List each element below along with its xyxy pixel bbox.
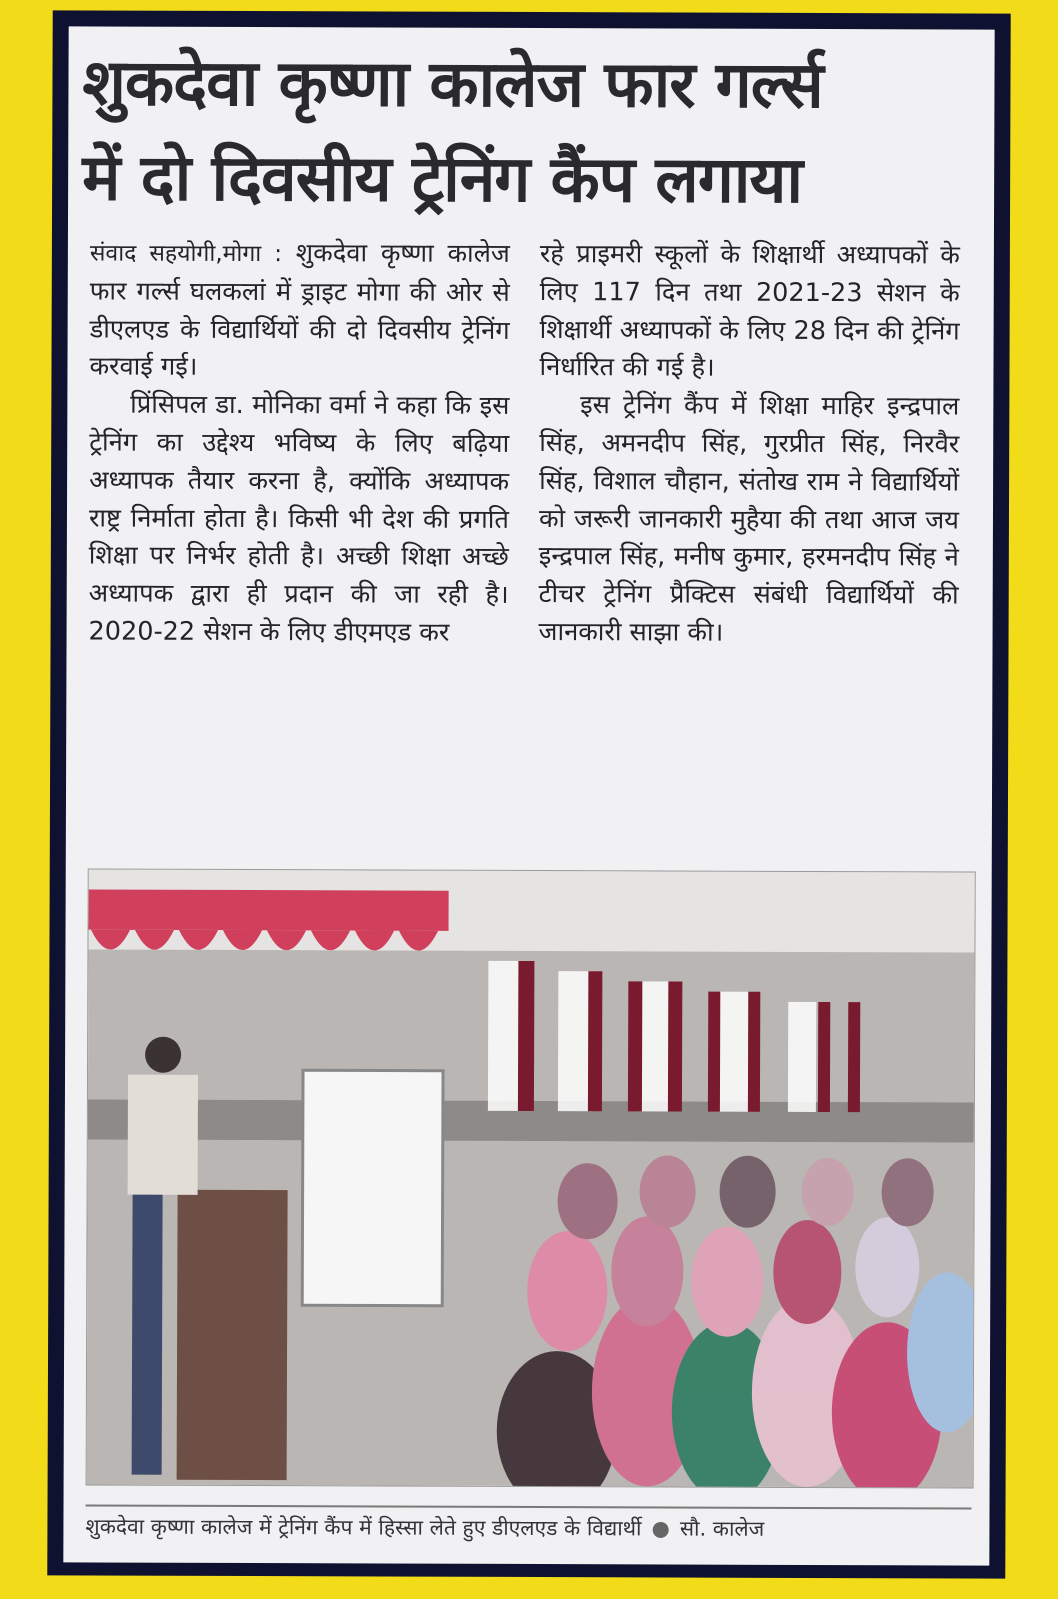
newspaper-clipping: [63, 26, 994, 1565]
photo-caption: [85, 1504, 971, 1555]
paragraph-2: प्रिंसिपल डा. मोनिका वर्मा ने कहा कि इस ट्रेनिंग का उद्देश्य भविष्य के लिए बढ़िया अध्यापक तैयार करना है, क्योंकि अध्यापक राष्ट्र निर्माता होता है। किसी भी देश की प्रगति शिक्षा पर निर्भर होती है। अच्छी शिक्षा अच्छे अध्यापक द्वारा ही प्रदान की जा रही है। 2020-22 सेशन के लिए डीएमएड कर: [88, 389, 510, 648]
podium: [177, 1190, 288, 1480]
article-column-right: [539, 236, 960, 653]
article-column-left: [89, 234, 510, 652]
news-photo: [86, 868, 976, 1488]
projector-screen: [302, 1070, 443, 1305]
headline-line-2: में दो दिवसीय ट्रेनिंग कैंप लगाया: [82, 141, 803, 218]
dateline: संवाद सहयोगी,मोगा :: [89, 240, 283, 268]
paragraph-4: इस ट्रेनिंग कैंप में शिक्षा माहिर इन्द्रपाल सिंह, अमनदीप सिंह, गुरप्रीत सिंह, निरवैर सिंह, विशाल चौहान, संतोख राम ने विद्यार्थियों को जरूरी जानकारी मुहैया की तथा आज जय इन्द्रपाल सिंह, मनीष कुमार, हरमनदीप सिंह ने टीचर ट्रेनिंग प्रैक्टिस संबंधी विद्यार्थियों की जानकारी साझा की।: [538, 390, 960, 648]
bullet-icon: ●: [651, 1516, 670, 1541]
headline-line-1: शुकदेवा कृष्णा कालेज फार गर्ल्स: [82, 46, 823, 124]
paragraph-1: [89, 234, 510, 388]
caption-text: शुकदेवा कृष्णा कालेज में ट्रेनिंग कैंप में हिस्सा लेते हुए डीएलएड के विद्यार्थी: [85, 1514, 642, 1541]
headline: [82, 36, 983, 229]
paragraph-3: रहे प्राइमरी स्कूलों के शिक्षार्थी अध्यापकों के लिए 117 दिन तथा 2021-23 सेशन के शिक्षार्थी अध्यापकों के लिए 28 दिन की ट्रेनिंग निर्धारित की गई है।: [539, 239, 960, 384]
paragraph-1-text: शुकदेवा कृष्णा कालेज फार गर्ल्स घलकलां में ड्राइट मोगा की ओर से डीएलएड के विद्यार्थियों की दो दिवसीय ट्रेनिंग करवाई गई।: [89, 238, 510, 383]
photo-credit: सौ. कालेज: [679, 1516, 765, 1541]
